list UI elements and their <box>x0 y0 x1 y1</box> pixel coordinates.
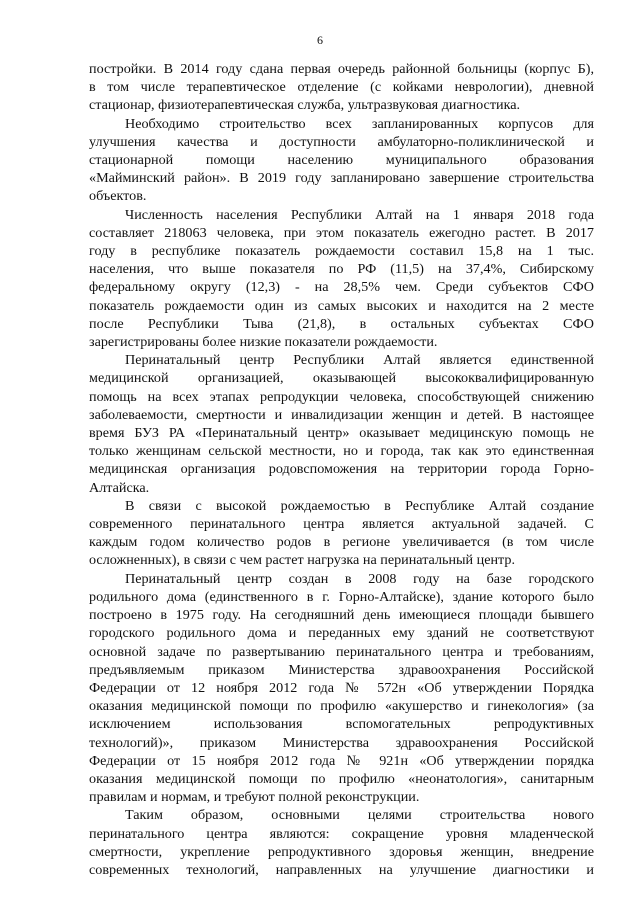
text-line: Перинатальный центр Республики Алтай является единственной <box>125 352 594 369</box>
text-line: федеральному округу (12,3) - на 28,5% чем. Среди субъектов СФО <box>89 279 594 296</box>
text-line: году в республике показатель рождаемости составил 15,8 на 1 тыс. <box>89 243 594 260</box>
text-line: Необходимо строительство всех запланированных корпусов для <box>125 115 594 132</box>
paragraph <box>89 497 594 570</box>
paragraph <box>89 115 594 206</box>
text-line: медицинская организация родовспоможения на территории города Горно- <box>89 461 594 478</box>
paragraph <box>89 570 594 807</box>
text-line: «Майминский район». В 2019 году запланировано завершение строительства <box>89 170 594 187</box>
text-line: технологий)», приказом Министерства здравоохранения Российской <box>89 734 594 751</box>
text-line: постройки. В 2014 году сдана первая очередь районной больницы (корпус Б), <box>89 61 594 77</box>
text-line: оказания медицинской помощи по профилю «неонатология», санитарным <box>89 770 594 787</box>
paragraph <box>89 60 594 115</box>
text-line: городского родильного дома и переданных ему зданий не соответствуют <box>89 625 594 642</box>
text-line: правилам и нормам, и требуют полной реконструкции. <box>89 789 420 806</box>
text-line: современных технологий, направленных на улучшение диагностики и <box>89 861 594 878</box>
text-line: только женщинам сельской местности, но и города, так как это единственная <box>89 443 594 460</box>
text-line: осложненных), в связи с чем растет нагрузка на перинатальный центр. <box>89 552 516 569</box>
page-number: 6 <box>317 33 323 47</box>
text-line: стационарной помощи населению муниципального образования <box>89 152 594 169</box>
text-line: Численность населения Республики Алтай на 1 января 2018 года <box>125 206 594 223</box>
text-line: родильного дома (единственного в г. Горно-Алтайске), здание которого было <box>89 588 594 605</box>
text-line: исключением использования вспомогательных репродуктивных <box>89 716 594 733</box>
text-line: предъявляемым приказом Министерства здравоохранения Российской <box>89 661 594 678</box>
text-line: Таким образом, основными целями строительства нового <box>125 807 594 824</box>
text-line: показатель рождаемости один из самых высоких и находится на 2 месте <box>89 297 594 314</box>
paragraph <box>89 351 594 497</box>
text-line: каждым годом количество родов в регионе увеличивается (в том числе <box>89 534 594 551</box>
text-line: населения, что выше показателя по РФ (11,5) на 37,4%, Сибирскому <box>89 261 594 278</box>
text-line: помощь на всех этапах репродукции человека, способствующей снижению <box>89 388 594 405</box>
text-line: составляет 218063 человека, при этом показатель ежегодно растет. В 2017 <box>89 224 594 241</box>
text-line: смертности, укрепление репродуктивного здоровья женщин, внедрение <box>89 843 594 860</box>
text-line: В связи с высокой рождаемостью в Республике Алтай создание <box>125 497 594 514</box>
text-line: Федерации от 15 ноября 2012 года № 921н «Об утверждении порядка <box>89 752 594 769</box>
paragraph <box>89 806 594 879</box>
text-line: заболеваемости, смертности и инвалидизации женщин и детей. В настоящее <box>89 406 594 423</box>
text-line: стационар, физиотерапевтическая служба, ультразвуковая диагностика. <box>89 97 521 114</box>
text-line: время БУЗ РА «Перинатальный центр» оказывает медицинскую помощь не <box>89 425 594 442</box>
paragraph <box>89 206 594 352</box>
text-line: улучшения качества и доступности амбулаторно-поликлинической и <box>89 133 594 150</box>
text-line: зарегистрированы более низкие показатели рождаемости. <box>89 334 438 351</box>
text-line: объектов. <box>89 188 147 205</box>
document-body <box>89 60 594 879</box>
text-line: медицинской организацией, оказывающей высококвалифицированную <box>89 370 594 387</box>
text-line: после Республики Тыва (21,8), в остальных субъектах СФО <box>89 315 594 332</box>
text-line: современного перинатального центра является актуальной задачей. С <box>89 516 594 533</box>
text-line: основной задаче по развертыванию перинатального центра и требованиям, <box>89 643 594 660</box>
text-line: в том числе терапевтическое отделение (с койками неврологии), дневной <box>89 79 594 96</box>
text-line: Алтайска. <box>89 479 150 496</box>
text-line: построено в 1975 году. На сегодняшний день имеющиеся площади бывшего <box>89 607 594 624</box>
text-line: перинатального центра являются: сокращение уровня младенческой <box>89 825 594 842</box>
text-line: Перинатальный центр создан в 2008 году на базе городского <box>125 570 594 587</box>
text-line: Федерации от 12 ноября 2012 года № 572н «Об утверждении Порядка <box>89 679 594 696</box>
text-line: оказания медицинской помощи по профилю «акушерство и гинекология» (за <box>89 698 594 715</box>
